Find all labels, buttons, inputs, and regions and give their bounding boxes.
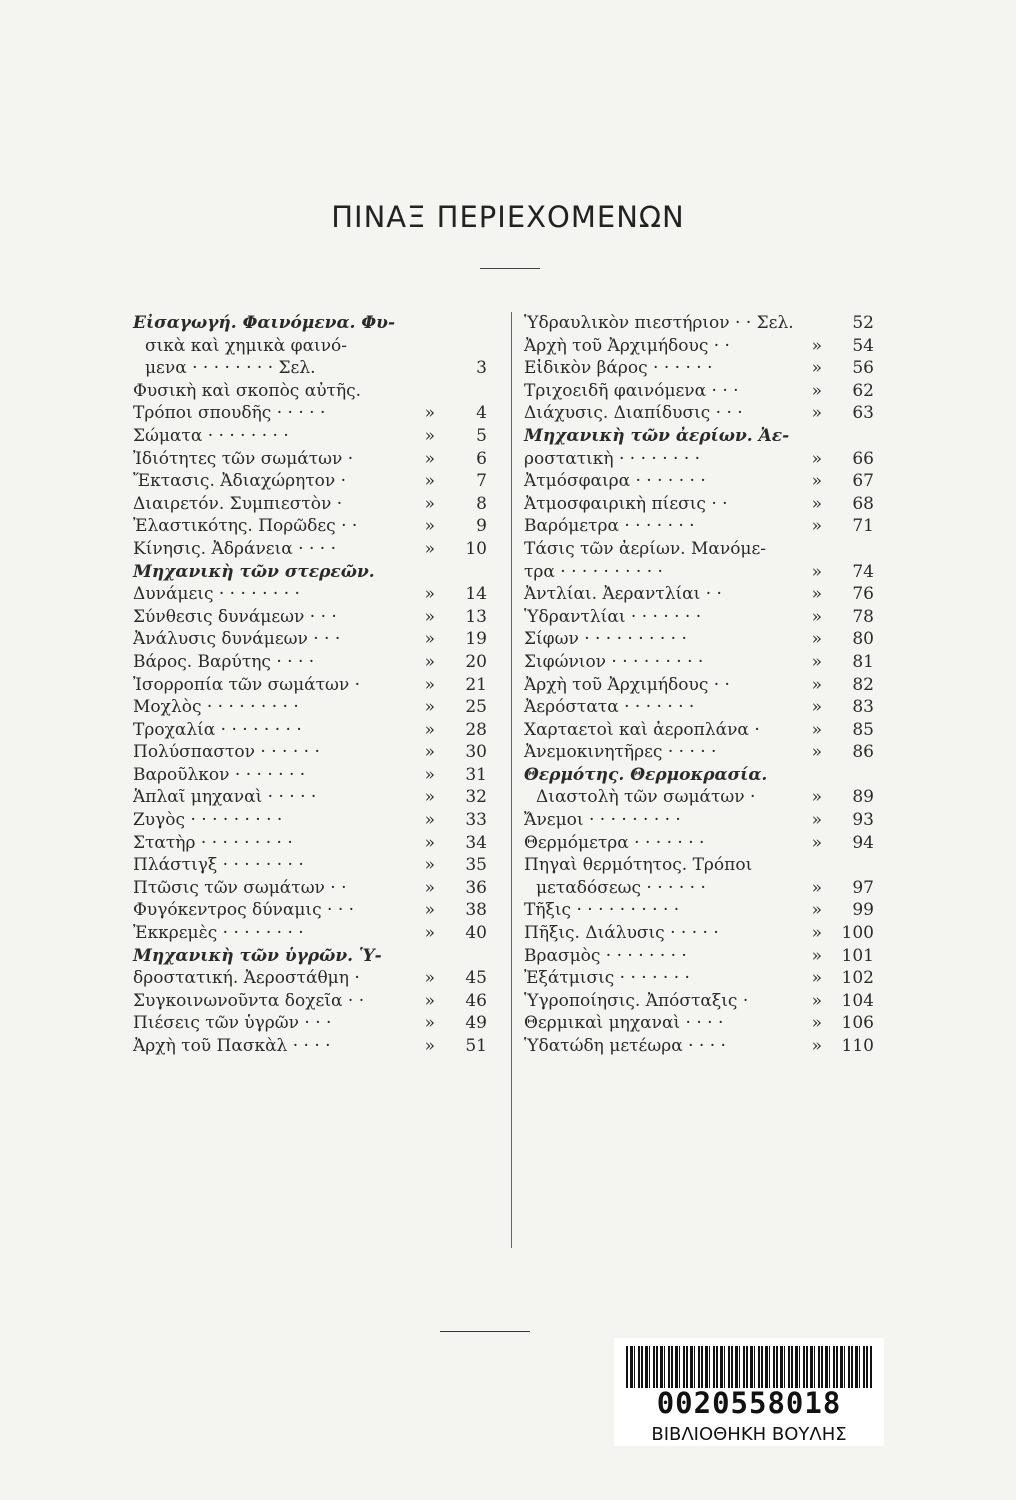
- toc-entry: [133, 809, 487, 832]
- toc-entry-page-number: 14: [465, 584, 487, 605]
- toc-entry-page-number: 83: [852, 697, 874, 718]
- toc-entry: [133, 854, 487, 877]
- toc-entry-page-number: 101: [841, 945, 874, 966]
- toc-entry: [133, 515, 487, 538]
- toc-entry: [524, 651, 874, 674]
- toc-entry-ditto-mark: »: [424, 1013, 435, 1034]
- toc-entry-title: τρα · · · · · · · · · ·: [524, 561, 663, 582]
- toc-entry-ditto-mark: »: [811, 719, 822, 740]
- toc-entry-title: Ἀνάλυσις δυνάμεων · · ·: [133, 629, 341, 650]
- toc-entry-page-number: 93: [852, 810, 874, 831]
- toc-entry-page-number: 25: [465, 697, 487, 718]
- toc-entry-page-number: 7: [476, 471, 487, 492]
- toc-entry-page-number: 20: [465, 651, 487, 672]
- toc-entry-title: Κίνησις. Ἀδράνεια · · · ·: [133, 538, 336, 559]
- toc-entry-ditto-mark: »: [811, 448, 822, 469]
- toc-entry-ditto-mark: »: [424, 832, 435, 853]
- toc-entry: [524, 877, 874, 900]
- toc-entry-title: Μηχανικὴ τῶν ὑγρῶν. Ὑ-: [133, 945, 382, 966]
- toc-entry: [133, 651, 487, 674]
- toc-entry: [524, 402, 874, 425]
- toc-entry-page-number: 19: [465, 629, 487, 650]
- toc-entry-title: Ζυγὸς · · · · · · · · ·: [133, 810, 283, 831]
- toc-entry-page-number: 89: [852, 787, 874, 808]
- toc-entry-title: Φυγόκεντρος δύναμις · · ·: [133, 900, 355, 921]
- toc-entry: [133, 583, 487, 606]
- toc-entry-title: Θερμόμετρα · · · · · · ·: [524, 832, 705, 853]
- toc-entry-title: Ἐλαστικότης. Πορῶδες · ·: [133, 516, 358, 537]
- toc-entry-title: Ὑδραντλίαι · · · · · · ·: [524, 606, 702, 627]
- toc-entry: [133, 990, 487, 1013]
- toc-entry-ditto-mark: »: [424, 651, 435, 672]
- toc-entry-title: Ἀτμοσφαιρικὴ πίεσις · ·: [524, 493, 728, 514]
- toc-entry: [524, 854, 874, 877]
- toc-entry-page-number: 38: [465, 900, 487, 921]
- toc-entry: [133, 448, 487, 471]
- toc-entry-page-number: 102: [841, 968, 874, 989]
- toc-entry-title: Ἀντλίαι. Ἀεραντλίαι · ·: [524, 584, 722, 605]
- toc-entry-ditto-mark: »: [811, 629, 822, 650]
- toc-entry-title: Πλάστιγξ · · · · · · · ·: [133, 855, 304, 876]
- toc-entry-title: Τριχοειδῆ φαινόμενα · · ·: [524, 380, 739, 401]
- toc-entry-ditto-mark: »: [424, 855, 435, 876]
- toc-entry: [524, 1035, 874, 1058]
- toc-entry: [524, 493, 874, 516]
- toc-entry-title: Βάρος. Βαρύτης · · · ·: [133, 651, 315, 672]
- toc-entry-title: Τροχαλία · · · · · · · ·: [133, 719, 302, 740]
- toc-entry-ditto-mark: »: [811, 403, 822, 424]
- toc-entry-title: Σώματα · · · · · · · ·: [133, 425, 289, 446]
- toc-entry-title: Εἰσαγωγή. Φαινόμενα. Φυ-: [133, 313, 396, 333]
- toc-entry-ditto-mark: »: [811, 945, 822, 966]
- toc-entry-title: Φυσικὴ καὶ σκοπὸς αὐτῆς.: [133, 380, 362, 401]
- toc-entry-title: Ὑγροποίησις. Ἀπόσταξις ·: [524, 990, 749, 1011]
- toc-entry-title: Διάχυσις. Διαπίδυσις · · ·: [524, 403, 743, 424]
- toc-entry-page-number: 46: [465, 990, 487, 1011]
- toc-entry: [133, 1035, 487, 1058]
- toc-entry-page-number: 97: [852, 877, 874, 898]
- toc-entry-ditto-mark: »: [811, 471, 822, 492]
- toc-entry-title: μεταδόσεως · · · · · ·: [536, 877, 706, 898]
- toc-entry-title: Ἐκκρεμὲς · · · · · · · ·: [133, 923, 304, 944]
- toc-entry-page-number: 80: [852, 629, 874, 650]
- toc-entry-title: Διαστολὴ τῶν σωμάτων ·: [536, 787, 756, 808]
- toc-entry-ditto-mark: »: [424, 990, 435, 1011]
- toc-entry-page-number: 30: [465, 742, 487, 763]
- toc-entry-title: Βαροῦλκον · · · · · · ·: [133, 764, 306, 785]
- toc-entry: [133, 470, 487, 493]
- toc-entry-title: δροστατική. Ἀεροστάθμη ·: [133, 968, 360, 989]
- toc-entry: [133, 493, 487, 516]
- toc-entry-ditto-mark: »: [811, 516, 822, 537]
- toc-entry: [524, 1012, 874, 1035]
- toc-entry-page-number: 66: [852, 448, 874, 469]
- toc-entry-title: Χαρταετοὶ καὶ ἀεροπλάνα ·: [524, 719, 760, 740]
- toc-entry-page-number: 33: [465, 810, 487, 831]
- toc-entry-title: Ὑδραυλικὸν πιεστήριον · · Σελ.: [524, 313, 794, 333]
- toc-entry: [524, 719, 874, 742]
- library-barcode-sticker: [614, 1338, 884, 1446]
- toc-entry-title: Ἀτμόσφαιρα · · · · · · ·: [524, 471, 706, 492]
- toc-entry-page-number: 62: [852, 380, 874, 401]
- toc-entry-title: Συγκοινωνοῦντα δοχεῖα · ·: [133, 990, 365, 1011]
- toc-entry: [524, 538, 874, 561]
- toc-entry-title: Πηγαὶ θερμότητος. Τρόποι: [524, 855, 753, 876]
- toc-entry: [524, 357, 874, 380]
- toc-entry-ditto-mark: »: [811, 1013, 822, 1034]
- toc-entry: [133, 922, 487, 945]
- toc-entry-ditto-mark: »: [811, 561, 822, 582]
- toc-entry-page-number: 67: [852, 471, 874, 492]
- toc-entry-page-number: 3: [476, 358, 487, 379]
- toc-entry-title: Τῆξις · · · · · · · · · ·: [524, 900, 680, 921]
- toc-entry: [133, 719, 487, 742]
- toc-entry-page-number: 63: [852, 403, 874, 424]
- toc-right-column: [524, 312, 874, 1058]
- toc-entry: [524, 786, 874, 809]
- toc-entry-ditto-mark: »: [811, 923, 822, 944]
- toc-entry-title: Ἰδιότητες τῶν σωμάτων ·: [133, 448, 354, 469]
- toc-entry-title: Βαρόμετρα · · · · · · ·: [524, 516, 695, 537]
- toc-entry-ditto-mark: »: [811, 742, 822, 763]
- toc-entry-ditto-mark: »: [811, 697, 822, 718]
- toc-entry-ditto-mark: »: [424, 719, 435, 740]
- toc-entry-ditto-mark: »: [424, 877, 435, 898]
- toc-entry-title: Πῆξις. Διάλυσις · · · · ·: [524, 923, 719, 944]
- toc-entry-title: Ἰσορροπία τῶν σωμάτων ·: [133, 674, 361, 695]
- barcode-graphic: [626, 1346, 872, 1388]
- toc-entry-title: Ἐξάτμισις · · · · · · ·: [524, 968, 690, 989]
- toc-entry-title: Σίφων · · · · · · · · · ·: [524, 629, 687, 650]
- toc-entry-title: Θερμικαὶ μηχαναὶ · · · ·: [524, 1013, 724, 1034]
- toc-entry-ditto-mark: »: [811, 832, 822, 853]
- toc-entry: [524, 922, 874, 945]
- toc-entry-page-number: 9: [476, 516, 487, 537]
- toc-entry-title: Διαιρετόν. Συμπιεστὸν ·: [133, 493, 343, 514]
- toc-entry-ditto-mark: »: [811, 990, 822, 1011]
- toc-entry: [133, 402, 487, 425]
- toc-entry: [133, 832, 487, 855]
- toc-entry-title: Στατὴρ · · · · · · · · ·: [133, 832, 293, 853]
- toc-entry-page-number: 54: [852, 335, 874, 356]
- toc-entry-title: Πιέσεις τῶν ὑγρῶν · · ·: [133, 1013, 332, 1034]
- toc-entry-title: Ὑδατώδη μετέωρα · · · ·: [524, 1036, 726, 1056]
- toc-entry-ditto-mark: »: [811, 810, 822, 831]
- toc-entry-page-number: 71: [852, 516, 874, 537]
- toc-entry-page-number: 4: [476, 403, 487, 424]
- toc-entry-ditto-mark: »: [811, 968, 822, 989]
- toc-entry: [524, 945, 874, 968]
- toc-entry-title: Ἀρχὴ τοῦ Ἀρχιμήδους · ·: [524, 335, 730, 356]
- toc-entry: [524, 628, 874, 651]
- toc-entry-page-number: 94: [852, 832, 874, 853]
- toc-entry-ditto-mark: »: [811, 584, 822, 605]
- toc-entry-ditto-mark: »: [424, 425, 435, 446]
- toc-entry-page-number: 35: [465, 855, 487, 876]
- toc-entry: [133, 425, 487, 448]
- toc-entry: [524, 674, 874, 697]
- toc-entry-page-number: 10: [465, 538, 487, 559]
- toc-entry-page-number: 32: [465, 787, 487, 808]
- toc-entry-page-number: 56: [852, 358, 874, 379]
- toc-entry-title: Ἁπλαῖ μηχαναὶ · · · · ·: [133, 787, 317, 808]
- toc-entry: [133, 945, 487, 968]
- toc-entry-ditto-mark: »: [811, 787, 822, 808]
- toc-entry-title: Τάσις τῶν ἀερίων. Μανόμε-: [524, 538, 767, 559]
- toc-entry-page-number: 8: [476, 493, 487, 514]
- toc-entry-title: Μηχανικὴ τῶν ἀερίων. Ἀε-: [524, 425, 790, 446]
- toc-entry: [524, 470, 874, 493]
- toc-entry-page-number: 100: [841, 923, 874, 944]
- toc-entry: [133, 380, 487, 403]
- toc-entry-title: Τρόποι σπουδῆς · · · · ·: [133, 403, 326, 424]
- page-title: ΠΙΝΑΞ ΠΕΡΙΕΧΟΜΕΝΩΝ: [331, 200, 685, 234]
- toc-entry-page-number: 110: [841, 1036, 874, 1056]
- toc-entry-ditto-mark: »: [424, 810, 435, 831]
- toc-entry-ditto-mark: »: [424, 516, 435, 537]
- toc-entry-ditto-mark: »: [811, 493, 822, 514]
- toc-entry: [133, 312, 487, 335]
- toc-entry-title: Μοχλὸς · · · · · · · · ·: [133, 697, 299, 718]
- toc-entry-title: Δυνάμεις · · · · · · · ·: [133, 584, 300, 605]
- toc-entry-page-number: 81: [852, 651, 874, 672]
- toc-entry: [133, 606, 487, 629]
- toc-entry-ditto-mark: »: [424, 742, 435, 763]
- toc-entry: [133, 628, 487, 651]
- toc-entry-page-number: 82: [852, 674, 874, 695]
- toc-entry-title: ροστατικὴ · · · · · · · ·: [524, 448, 701, 469]
- toc-entry-ditto-mark: »: [424, 606, 435, 627]
- toc-entry-ditto-mark: »: [424, 787, 435, 808]
- toc-entry-ditto-mark: »: [424, 538, 435, 559]
- toc-entry-page-number: 6: [476, 448, 487, 469]
- column-divider: [511, 312, 512, 1248]
- title-rule: [480, 268, 540, 269]
- toc-entry-ditto-mark: »: [424, 629, 435, 650]
- toc-entry-title: Εἰδικὸν βάρος · · · · · ·: [524, 358, 713, 379]
- toc-entry-page-number: 52: [852, 313, 874, 333]
- toc-entry: [133, 1012, 487, 1035]
- toc-entry-ditto-mark: »: [424, 403, 435, 424]
- toc-entry-page-number: 86: [852, 742, 874, 763]
- toc-entry: [524, 990, 874, 1013]
- toc-entry-page-number: 74: [852, 561, 874, 582]
- toc-entry: [524, 832, 874, 855]
- toc-entry: [133, 674, 487, 697]
- toc-entry-title: Σύνθεσις δυνάμεων · · ·: [133, 606, 337, 627]
- toc-entry: [133, 764, 487, 787]
- toc-entry: [133, 741, 487, 764]
- toc-entry: [524, 448, 874, 471]
- toc-entry: [133, 538, 487, 561]
- toc-entry: [133, 877, 487, 900]
- toc-entry-page-number: 104: [841, 990, 874, 1011]
- toc-entry: [524, 741, 874, 764]
- toc-entry-ditto-mark: »: [811, 877, 822, 898]
- toc-entry: [524, 335, 874, 358]
- toc-entry-page-number: 45: [465, 968, 487, 989]
- toc-entry: [133, 335, 487, 358]
- toc-entry-title: Θερμότης. Θερμοκρασία.: [524, 764, 768, 785]
- toc-entry-ditto-mark: »: [424, 471, 435, 492]
- toc-entry-ditto-mark: »: [424, 493, 435, 514]
- toc-entry-page-number: 106: [841, 1013, 874, 1034]
- toc-entry-page-number: 28: [465, 719, 487, 740]
- toc-entry-page-number: 51: [465, 1036, 487, 1056]
- toc-entry: [524, 967, 874, 990]
- toc-entry-title: Πτῶσις τῶν σωμάτων · ·: [133, 877, 347, 898]
- toc-entry: [133, 561, 487, 584]
- toc-entry-ditto-mark: »: [811, 606, 822, 627]
- toc-entry-ditto-mark: »: [424, 900, 435, 921]
- toc-entry-title: Πολύσπαστον · · · · · ·: [133, 742, 320, 763]
- toc-entry: [524, 425, 874, 448]
- toc-entry-ditto-mark: »: [811, 358, 822, 379]
- toc-entry-title: Σιφώνιον · · · · · · · · ·: [524, 651, 704, 672]
- toc-entry: [524, 696, 874, 719]
- toc-entry: [524, 583, 874, 606]
- toc-entry: [133, 967, 487, 990]
- toc-entry-page-number: 49: [465, 1013, 487, 1034]
- toc-entry: [133, 696, 487, 719]
- toc-entry-title: Ἀερόστατα · · · · · · ·: [524, 697, 695, 718]
- library-name: ΒΙΒΛΙΟΘΗΚΗ ΒΟΥΛΗΣ: [651, 1424, 847, 1445]
- toc-entry-ditto-mark: »: [424, 764, 435, 785]
- toc-entry: [524, 809, 874, 832]
- toc-left-column: [133, 312, 487, 1058]
- toc-entry-title: σικὰ καὶ χημικὰ φαινό-: [145, 335, 348, 356]
- toc-entry-ditto-mark: »: [811, 335, 822, 356]
- toc-entry-page-number: 78: [852, 606, 874, 627]
- toc-entry-ditto-mark: »: [811, 380, 822, 401]
- toc-entry-page-number: 34: [465, 832, 487, 853]
- barcode-number: 0020558018: [656, 1386, 842, 1420]
- toc-entry-page-number: 31: [465, 764, 487, 785]
- toc-entry: [524, 899, 874, 922]
- toc-entry: [524, 561, 874, 584]
- toc-entry-title: μενα · · · · · · · · Σελ.: [145, 358, 316, 379]
- toc-entry: [524, 606, 874, 629]
- toc-entry-ditto-mark: »: [811, 1036, 822, 1056]
- toc-entry-page-number: 68: [852, 493, 874, 514]
- toc-entry: [133, 899, 487, 922]
- toc-entry-ditto-mark: »: [424, 674, 435, 695]
- toc-entry-title: Ἀρχὴ τοῦ Ἀρχιμήδους · ·: [524, 674, 730, 695]
- toc-entry-ditto-mark: »: [424, 584, 435, 605]
- toc-entry-ditto-mark: »: [424, 923, 435, 944]
- toc-entry: [524, 764, 874, 787]
- toc-entry-title: Ἄνεμοι · · · · · · · · ·: [524, 810, 681, 831]
- toc-entry-page-number: 13: [465, 606, 487, 627]
- toc-entry: [133, 786, 487, 809]
- toc-entry-ditto-mark: »: [424, 1036, 435, 1056]
- toc-entry-title: Μηχανικὴ τῶν στερεῶν.: [133, 561, 375, 582]
- toc-entry-page-number: 85: [852, 719, 874, 740]
- toc-entry-title: Ἀρχὴ τοῦ Πασκὰλ · · · ·: [133, 1036, 331, 1056]
- toc-entry-ditto-mark: »: [811, 900, 822, 921]
- toc-entry-page-number: 21: [465, 674, 487, 695]
- toc-entry-ditto-mark: »: [424, 968, 435, 989]
- toc-entry: [133, 357, 487, 380]
- toc-entry-page-number: 40: [465, 923, 487, 944]
- toc-entry-title: Βρασμὸς · · · · · · · ·: [524, 945, 687, 966]
- toc-entry-title: Ἔκτασις. Ἀδιαχώρητον ·: [133, 471, 347, 492]
- toc-entry-ditto-mark: »: [424, 697, 435, 718]
- toc-entry-ditto-mark: »: [424, 448, 435, 469]
- toc-entry-title: Ἀνεμοκινητῆρες · · · · ·: [524, 742, 717, 763]
- toc-entry: [524, 380, 874, 403]
- toc-entry-ditto-mark: »: [811, 651, 822, 672]
- toc-entry-page-number: 99: [852, 900, 874, 921]
- toc-entry-page-number: 76: [852, 584, 874, 605]
- toc-entry: [524, 515, 874, 538]
- toc-entry-ditto-mark: »: [811, 674, 822, 695]
- toc-entry-page-number: 36: [465, 877, 487, 898]
- toc-entry-page-number: 5: [476, 425, 487, 446]
- footer-rule: [440, 1331, 530, 1332]
- toc-entry: [524, 312, 874, 335]
